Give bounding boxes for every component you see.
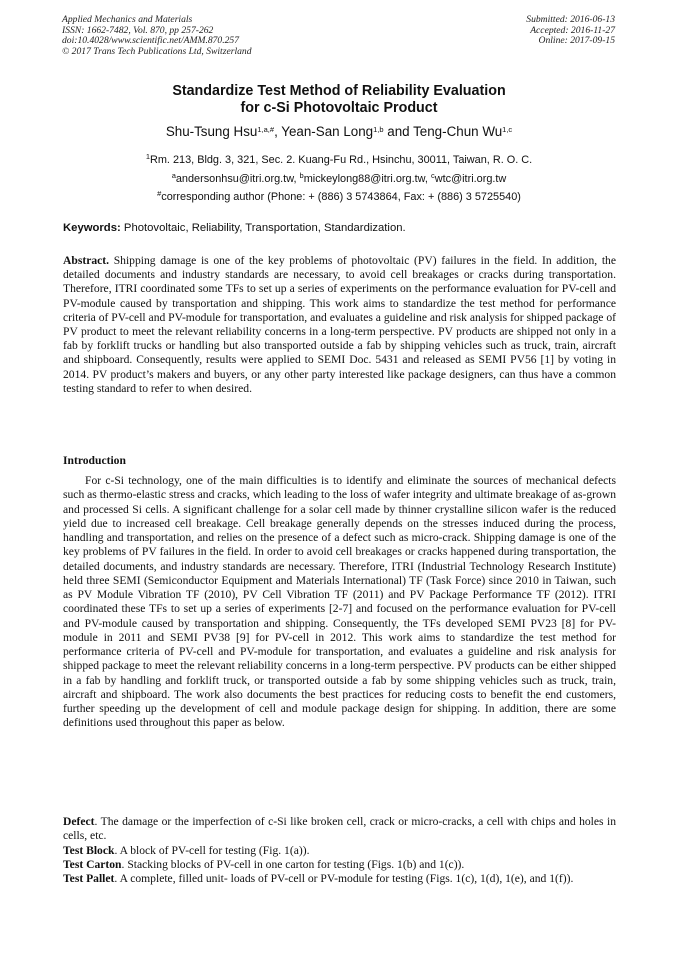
email-link[interactable]: wtc@itri.org.tw: [434, 172, 507, 185]
online-date: Online: 2017-09-15: [538, 35, 615, 47]
author-superscript: 1,b: [373, 125, 384, 134]
affiliation-text: Rm. 213, Bldg. 3, 321, Sec. 2. Kuang-Fu Rd., Hsinchu, 30011, Taiwan, R. O. C.: [149, 154, 533, 166]
definition-term: Test Block: [63, 843, 115, 857]
author-name: Shu-Tsung Hsu: [165, 124, 258, 139]
email-link[interactable]: mickeylong88@itri.org.tw: [303, 172, 425, 185]
keywords-label: Keywords:: [63, 222, 121, 234]
issn-line: ISSN: 1662-7482, Vol. 870, pp 257-262: [62, 24, 214, 36]
journal-header: [62, 15, 252, 58]
author-superscript: 1,c: [502, 125, 513, 134]
affiliations: [0, 151, 678, 207]
journal-name: Applied Mechanics and Materials: [62, 14, 193, 25]
abstract: [63, 254, 616, 396]
author-separator: and: [383, 124, 414, 139]
definition-text: . A block of PV-cell for testing (Fig. 1(a)).: [114, 843, 310, 857]
email-line: $^a$andersonhsu@itri.org.tw, $^b$mickeylong88@itri.org.tw, $^c$wtc@itri.org.tw: [171, 170, 507, 185]
author-name: Yean-San Long: [281, 124, 374, 139]
email-superscript: a: [171, 170, 176, 180]
author-separator: ,: [274, 124, 282, 139]
definition-term: Test Pallet: [63, 872, 115, 885]
email-superscript: c: [430, 170, 435, 180]
paper-title: [0, 83, 678, 117]
keywords-text: Photovoltaic, Reliability, Transportation, Standardization.: [120, 222, 406, 234]
section-heading: Introduction: [63, 454, 126, 467]
author-name: Teng-Chun Wu: [413, 124, 503, 139]
abstract-text: Shipping damage is one of the key problems of photovoltaic (PV) failures in the field. In addition, the detailed documents and industry standards are necessary, to avoid cell breakages or cracks during transportation. Therefore, ITRI coordinated some TFs to set up a series of experiments on the performance evaluation for PV-cell and PV-module caused by transportation and shipping. This work aims to standardize the test method for performance criteria of PV-cell and PV-module for transportation, and evaluates a guideline and risk analysis for shipped package of PV product to meet the relevant reliability concerns in a long-term perspective. PV products are shipped not only in a fab by forklift trucks or handling but also transported outside a fab by shipping vehicles such as truck, train, aircraft and shipboard. Consequently, results were applied to SEMI Doc. 5431 and released as SEMI PV56 [1] by voting in 2014. PV product’s makers and buyers, or any other party interested like package designers, can thus have a common testing standard to refer to when desired.: [63, 254, 616, 395]
dates-header: [526, 15, 615, 47]
affiliation-line: [0, 151, 678, 170]
definition-item: [63, 844, 616, 858]
affiliation-superscript: 1: [145, 152, 150, 161]
definition-term: Defect: [63, 815, 95, 828]
corresponding-superscript: #: [157, 189, 162, 198]
corresponding-text: corresponding author (Phone: + (886) 3 5743864, Fax: + (886) 3 5725540): [161, 191, 521, 203]
keywords: [63, 221, 615, 235]
author-list: [0, 124, 678, 140]
definition-text: . The damage or the imperfection of c-Si like broken cell, crack or micro-cracks, a cell with chips and holes in cells, etc.: [63, 815, 616, 843]
definition-term: Test Carton: [63, 857, 122, 871]
definition-item: [63, 872, 616, 886]
definition-text: . A complete, filled unit- loads of PV-cell or PV-module for testing (Figs. 1(c), 1(d), 1(e), and 1(f)).: [114, 872, 574, 885]
email-link[interactable]: andersonhsu@itri.org.tw: [175, 172, 294, 185]
introduction-body: [63, 474, 616, 731]
title-line-2: for c-Si Photovoltaic Product: [240, 100, 438, 116]
author-superscript: 1,a,#: [257, 125, 275, 134]
doi-line: doi:10.4028/www.scientific.net/AMM.870.257: [62, 35, 240, 47]
definitions: [63, 815, 616, 886]
corresponding-line: [0, 188, 678, 207]
submitted-date: Submitted: 2016-06-13: [526, 14, 615, 25]
abstract-label: Abstract.: [63, 254, 110, 267]
title-line-1: Standardize Test Method of Reliability Evaluation: [172, 83, 506, 99]
definition-text: . Stacking blocks of PV-cell in one carton for testing (Figs. 1(b) and 1(c)).: [121, 857, 465, 871]
accepted-date: Accepted: 2016-11-27: [530, 24, 615, 36]
definition-item: [63, 815, 616, 844]
copyright-line: © 2017 Trans Tech Publications Ltd, Switzerland: [62, 46, 252, 58]
email-superscript: b: [299, 170, 304, 180]
introduction-paragraph: For c-Si technology, one of the main difficulties is to identify and eliminate the sources of mechanical defects such as thermo-elastic stress and cracks, which leading to the loss of wafer integrity and ultimate breakage of as-grown and processed Si cells. A significant challenge for a solar cell made by thinner crystalline silicon wafer is the reduced yield due to increased cell breakage. Cell breakage generally depends on the stresses induced during the process, handling and transportation, and relies on the presence of a defect such as micro-crack. Shipping damage is one of the key problems of PV failures in the field. In order to avoid cell breakages or cracks happened during transportation, the detailed documents, and industry standards are necessary. Therefore, ITRI (Industrial Technology Research Institute) held three SEMI (Semiconductor Equipment and Materials International) TF (Task Force) since 2010 in Taiwan, such as PV Module Vibration TF (2010), PV Cell Vibration TF (2011) and PV Package Performance TF (2012). ITRI coordinated these TFs to set up a series of experiments [2-7] and focused on the performance evaluation for PV-cell and PV-module caused by transportation and shipping. Consequently, the TFs developed SEMI PV23 [8] for PV-module in 2011 and SEMI PV38 [9] for PV-cell in 2012. This work aims to standardize the test method for performance criteria of PV-cell and PV-module for transportation, and evaluates a guideline and risk analysis for shipped package to meet the relevant reliability concerns in a long-term perspective. PV products can be either shipped in a fab by handling and forklift truck, or transported outside a fab by some shipping vehicles such as truck, train, aircraft and shipboard. The work also documents the best practices for reducing costs to benefit the end customers, further speeding up the development of cell and module package design for shipping. In addition, there are some definitions used throughout this paper as below.: [63, 474, 616, 730]
definition-item: [63, 858, 616, 872]
